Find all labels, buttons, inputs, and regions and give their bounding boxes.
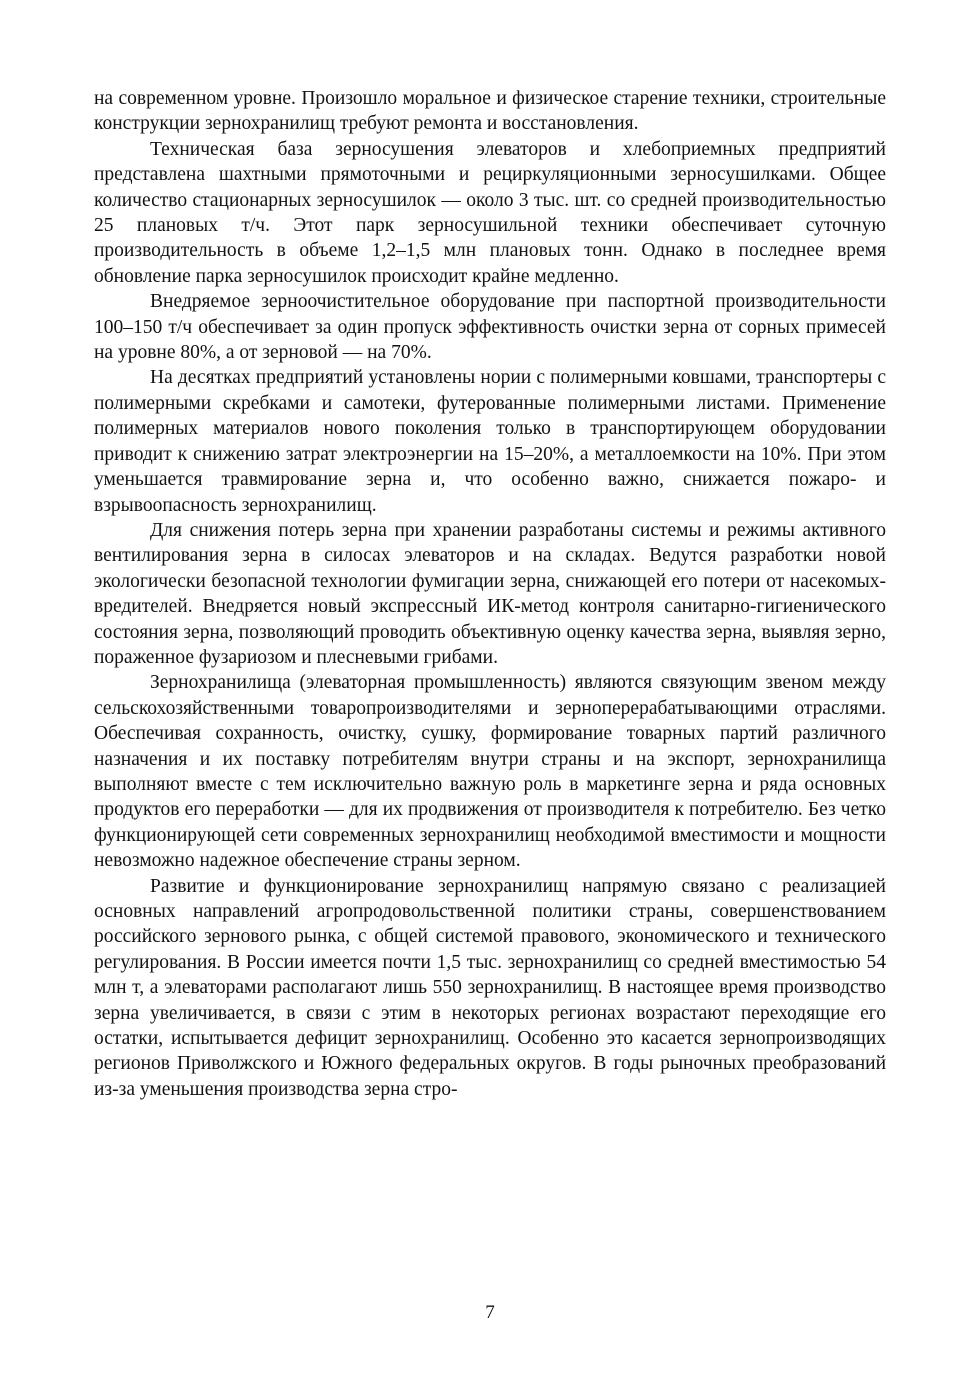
paragraph: Зернохранилища (элеваторная промышленность) являются связующим звеном между сельскохозяйственными товаропроизводителями и зерноперерабатывающими отраслями. Обеспечивая сохранность, очистку, сушку, формирование товарных партий различного назначения и их поставку потребителям внутри страны и на экспорт, зернохранилища выполняют вместе с тем исключительно важную роль в маркетинге зерна и ряда основных продуктов его переработки — для их продвижения от производителя к потребителю. Без четко функционирующей сети современных зернохранилищ необходимой вместимости и мощности невозможно надежное обеспечение страны зерном. [94, 672, 886, 872]
paragraph: Техническая база зерносушения элеваторов и хлебоприемных предприятий представлена шахтными прямоточными и рециркуляционными зерносушилками. Общее количество стационарных зерносушилок — около 3 тыс. шт. со средней производительностью 25 плановых т/ч. Этот парк зерносушильной техники обеспечивает суточную производительность в объеме 1,2–1,5 млн плановых тонн. Однако в последнее время обновление парка зерносушилок происходит крайне медленно. [94, 138, 886, 287]
paragraph: На десятках предприятий установлены нории с полимерными ковшами, транспортеры с полимерными скребками и самотеки, футерованные полимерными листами. Применение полимерных материалов нового поколения только в транспортирующем оборудовании приводит к снижению затрат электроэнергии на 15–20%, а металлоемкости на 10%. При этом уменьшается травмирование зерна и, что особенно важно, снижается пожаро- и взрывоопасность зернохранилищ. [94, 367, 886, 516]
page-number: 7 [485, 1302, 495, 1323]
page-body [94, 86, 886, 1102]
paragraph: Для снижения потерь зерна при хранении разработаны системы и режимы активного вентилирования зерна в силосах элеваторов и на складах. Ведутся разработки новой экологически безопасной технологии фумигации зерна, снижающей его потери от насекомых-вредителей. Внедряется новый экспрессный ИК-метод контроля санитарно-гигиенического состояния зерна, позволяющий проводить объективную оценку качества зерна, выявляя зерно, пораженное фузариозом и плесневыми грибами. [94, 519, 886, 668]
paragraph: Развитие и функционирование зернохранилищ напрямую связано с реализацией основных направлений агропродовольственной политики страны, совершенствованием российского зернового рынка, с общей системой правового, экономического и технического регулирования. В России имеется почти 1,5 тыс. зернохранилищ со средней вместимостью 54 млн т, а элеваторами располагают лишь 550 зернохранилищ. В настоящее время производство зерна увеличивается, в связи с этим в некоторых регионах возрастают переходящие его остатки, испытывается дефицит зернохранилищ. Особенно это касается зернопроизводящих регионов Приволжского и Южного федеральных округов. В годы рыночных преобразований из-за уменьшения производства зерна стро- [94, 875, 886, 1100]
paragraph: на современном уровне. Произошло моральное и физическое старение техники, строительные конструкции зернохранилищ требуют ремонта и восстановления. [94, 88, 886, 135]
paragraph: Внедряемое зерноочистительное оборудование при паспортной производительности 100–150 т/ч обеспечивает за один пропуск эффективность очистки зерна от сорных примесей на уровне 80%, а от зерновой — на 70%. [94, 291, 886, 364]
